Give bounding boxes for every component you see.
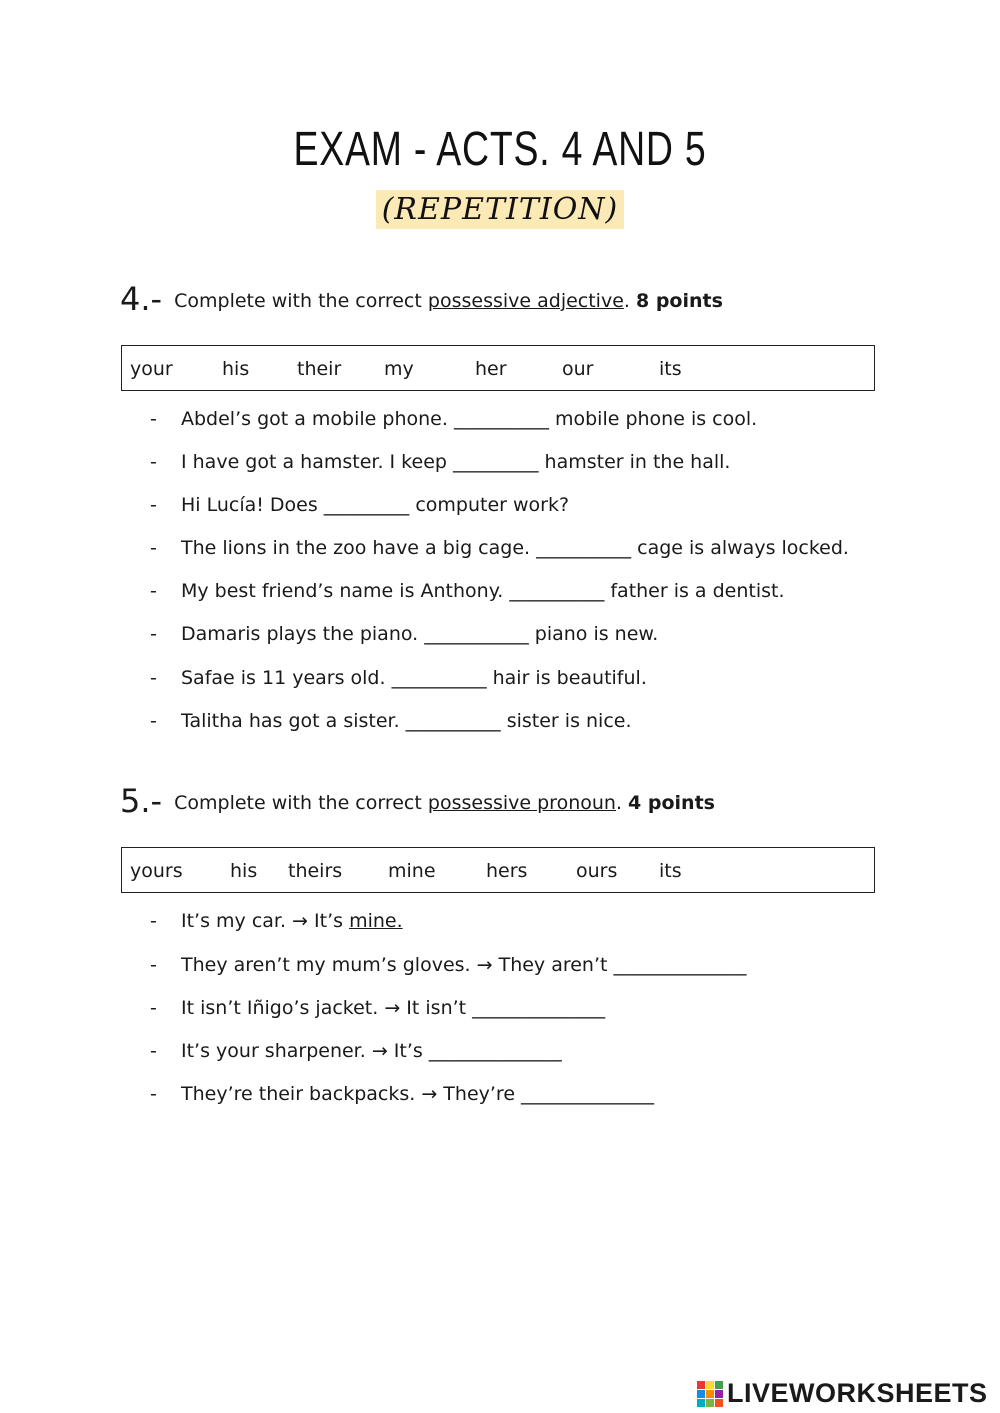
item-text: Talitha has got a sister. __________ sister is nice. xyxy=(181,710,632,732)
section-4-word-bank xyxy=(121,345,875,391)
page-subtitle: (REPETITION) xyxy=(376,190,625,229)
item-text: I have got a hamster. I keep _________ hamster in the hall. xyxy=(181,451,731,473)
section-5-number: 5.- xyxy=(120,782,163,820)
section-4-number: 4.- xyxy=(120,280,163,318)
section-5-item: - It isn’t Iñigo’s jacket. → It isn’t ______________ xyxy=(150,997,606,1019)
subtitle-wrap xyxy=(0,190,1000,229)
word-bank-item: mine xyxy=(388,860,436,882)
word-bank-item: their xyxy=(297,358,342,380)
section-5-example: - It’s my car. → It’s mine. xyxy=(150,910,403,932)
word-bank-item: his xyxy=(222,358,250,380)
word-bank-item: our xyxy=(562,358,594,380)
section-4-instruction: Complete with the correct xyxy=(174,290,422,312)
section-4-topic: possessive adjective xyxy=(427,290,624,312)
word-bank-item: her xyxy=(475,358,507,380)
section-4-heading xyxy=(120,280,723,318)
section-4-points: 8 points xyxy=(636,290,723,312)
logo-square xyxy=(706,1381,714,1389)
section-4-item: - I have got a hamster. I keep _________ hamster in the hall. xyxy=(150,451,731,473)
logo-mark-icon xyxy=(697,1381,723,1407)
section-5-item: - It’s your sharpener. → It’s ______________ xyxy=(150,1040,562,1062)
word-bank-item: your xyxy=(130,358,173,380)
section-4-item: - The lions in the zoo have a big cage. __________ cage is always locked. xyxy=(150,537,849,559)
item-text: It isn’t Iñigo’s jacket. → It isn’t ______________ xyxy=(181,997,606,1019)
section-4-item: - Abdel’s got a mobile phone. __________ mobile phone is cool. xyxy=(150,408,758,430)
item-text: Abdel’s got a mobile phone. __________ mobile phone is cool. xyxy=(181,408,758,430)
section-5-points: 4 points xyxy=(628,792,715,814)
liveworksheets-logo xyxy=(697,1378,988,1409)
word-bank-item: its xyxy=(659,860,682,882)
page-title: EXAM - ACTS. 4 AND 5 xyxy=(293,123,707,176)
logo-square xyxy=(706,1399,714,1407)
section-4-item: - Talitha has got a sister. __________ sister is nice. xyxy=(150,710,632,732)
word-bank-item: theirs xyxy=(288,860,343,882)
section-5-period: . xyxy=(615,792,622,814)
item-text: The lions in the zoo have a big cage. __________ cage is always locked. xyxy=(181,537,849,559)
section-5-item: - They aren’t my mum’s gloves. → They aren’t ______________ xyxy=(150,954,747,976)
section-5-instruction: Complete with the correct xyxy=(174,792,422,814)
logo-square xyxy=(715,1390,723,1398)
section-4-item: - Safae is 11 years old. __________ hair is beautiful. xyxy=(150,667,647,689)
item-text: They aren’t my mum’s gloves. → They aren’t ______________ xyxy=(181,954,747,976)
logo-square xyxy=(697,1399,705,1407)
section-5-item: - They’re their backpacks. → They’re ______________ xyxy=(150,1083,655,1105)
logo-square xyxy=(715,1381,723,1389)
item-text: They’re their backpacks. → They’re ______________ xyxy=(181,1083,655,1105)
section-4-item: - Damaris plays the piano. ___________ piano is new. xyxy=(150,623,659,645)
word-bank-item: its xyxy=(659,358,682,380)
word-bank-item: ours xyxy=(576,860,618,882)
section-5-heading xyxy=(120,782,715,820)
example-prefix: It’s my car. → It’s xyxy=(181,910,344,932)
word-bank-item: his xyxy=(230,860,258,882)
word-bank-item: yours xyxy=(130,860,183,882)
word-bank-item: hers xyxy=(486,860,528,882)
item-text: Safae is 11 years old. __________ hair is beautiful. xyxy=(181,667,647,689)
example-answer: mine. xyxy=(349,910,403,932)
logo-text: LIVEWORKSHEETS xyxy=(727,1378,988,1408)
logo-square xyxy=(706,1390,714,1398)
section-5-topic: possessive pronoun xyxy=(427,792,616,814)
section-4-period: . xyxy=(623,290,630,312)
logo-square xyxy=(697,1381,705,1389)
item-text: Hi Lucía! Does _________ computer work? xyxy=(181,494,570,516)
logo-square xyxy=(697,1390,705,1398)
section-4-item: - Hi Lucía! Does _________ computer work? xyxy=(150,494,570,516)
section-4-item: - My best friend’s name is Anthony. __________ father is a dentist. xyxy=(150,580,785,602)
section-5-word-bank xyxy=(121,847,875,893)
word-bank-item: my xyxy=(384,358,414,380)
item-text: My best friend’s name is Anthony. __________ father is a dentist. xyxy=(181,580,785,602)
item-text: Damaris plays the piano. ___________ piano is new. xyxy=(181,623,659,645)
logo-square xyxy=(715,1399,723,1407)
item-text: It’s your sharpener. → It’s ______________ xyxy=(181,1040,562,1062)
